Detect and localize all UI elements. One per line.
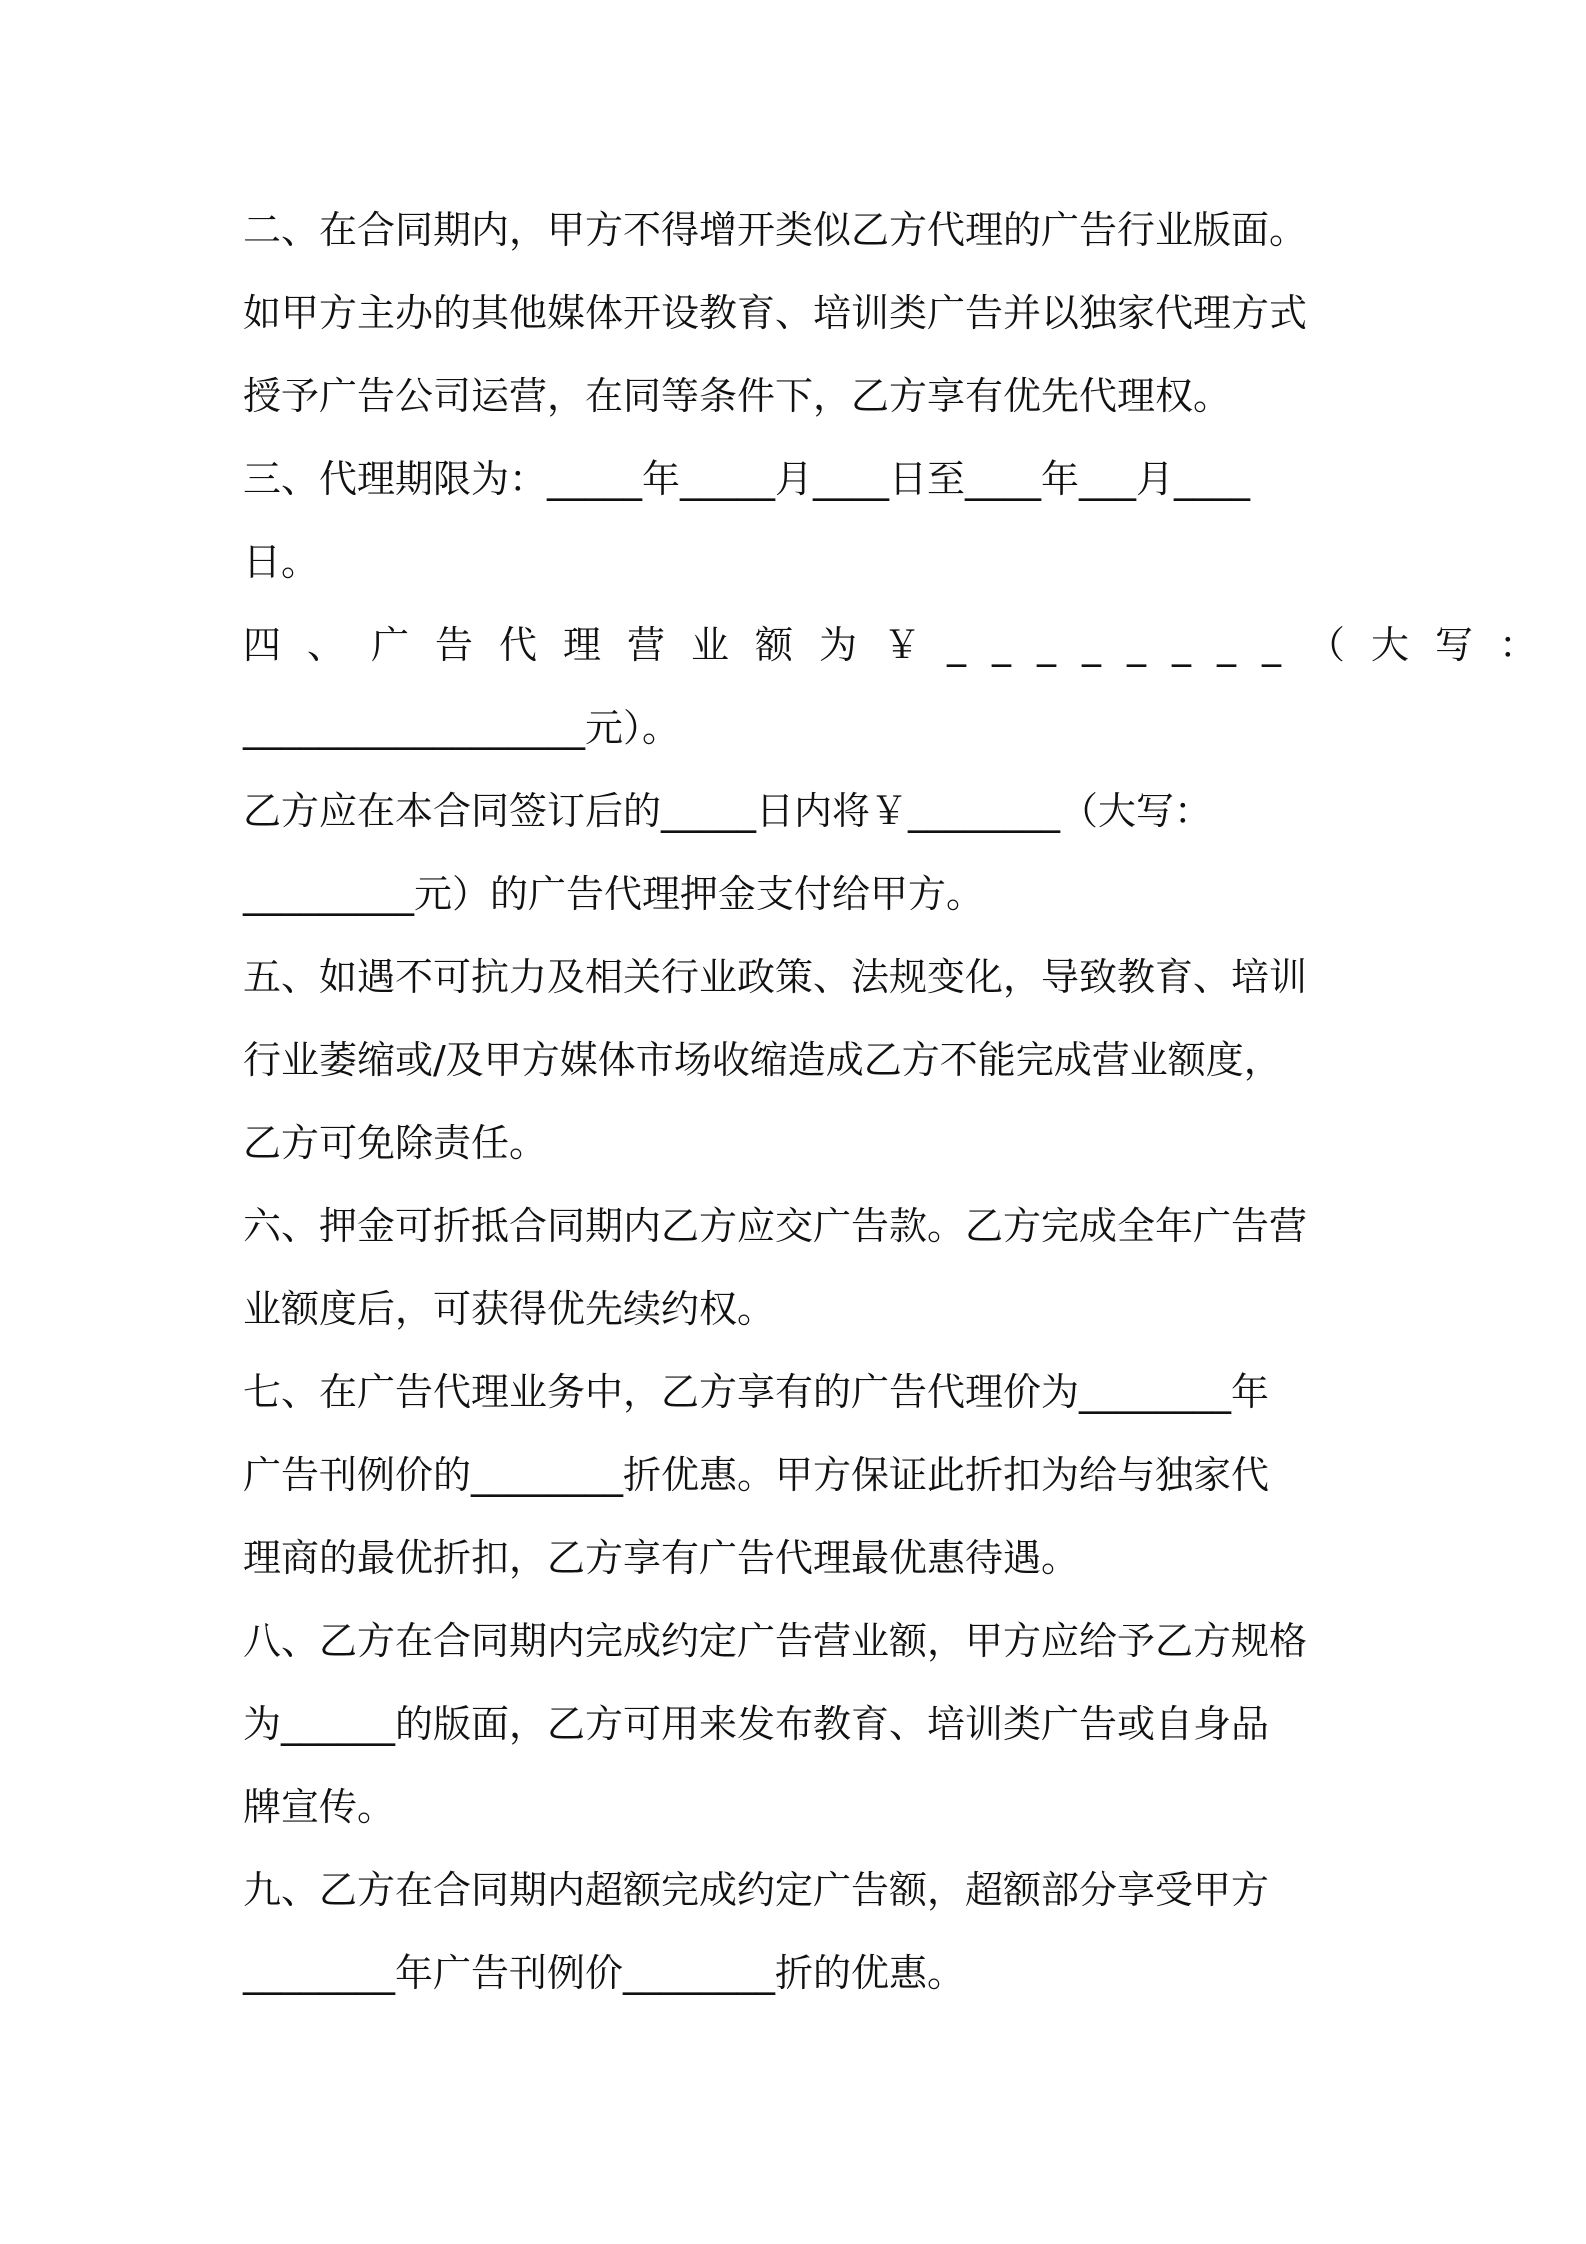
clause-7-line-2: 广告刊例价的________折优惠。甲方保证此折扣为给与独家代 (243, 1453, 1270, 1497)
clause-2-line-1: 二、在合同期内，甲方不得增开类似乙方代理的广告行业版面。 (243, 208, 1308, 252)
clause-9-line-1: 九、乙方在合同期内超额完成约定广告额，超额部分享受甲方 (243, 1868, 1270, 1912)
clause-3-line-1: 三、代理期限为：_____年_____月____日至____年___月____ (243, 457, 1251, 501)
clause-8-line-1: 八、乙方在合同期内完成约定广告营业额，甲方应给予乙方规格 (243, 1619, 1308, 1663)
clause-8-line-3: 牌宣传。 (243, 1785, 396, 1829)
clause-2-line-3: 授予广告公司运营，在同等条件下，乙方享有优先代理权。 (243, 374, 1232, 418)
clause-4-line-1: 四、广告代理营业额为￥________（大写： (243, 623, 1564, 667)
clause-5-line-2: 行业萎缩或/及甲方媒体市场收缩造成乙方不能完成营业额度， (243, 1038, 1282, 1082)
clause-8-line-2: 为______的版面，乙方可用来发布教育、培训类广告或自身品 (243, 1702, 1270, 1746)
clause-6-line-2: 业额度后，可获得优先续约权。 (243, 1287, 776, 1331)
clause-5-line-3: 乙方可免除责任。 (243, 1121, 548, 1165)
clause-7-line-3: 理商的最优折扣，乙方享有广告代理最优惠待遇。 (243, 1536, 1080, 1580)
clause-2-line-2: 如甲方主办的其他媒体开设教育、培训类广告并以独家代理方式 (243, 291, 1308, 335)
clause-5-line-1: 五、如遇不可抗力及相关行业政策、法规变化，导致教育、培训 (243, 955, 1308, 999)
clause-4-line-2: __________________元）。 (243, 706, 681, 750)
deposit-line-1: 乙方应在本合同签订后的_____日内将￥________（大写： (243, 789, 1213, 833)
clause-6-line-1: 六、押金可折抵合同期内乙方应交广告款。乙方完成全年广告营 (243, 1204, 1308, 1248)
clause-3-line-2: 日。 (243, 540, 320, 584)
deposit-line-2: _________元）的广告代理押金支付给甲方。 (243, 872, 985, 916)
clause-7-line-1: 七、在广告代理业务中，乙方享有的广告代理价为________年 (243, 1370, 1270, 1414)
clause-9-line-2: ________年广告刊例价________折的优惠。 (243, 1951, 966, 1995)
